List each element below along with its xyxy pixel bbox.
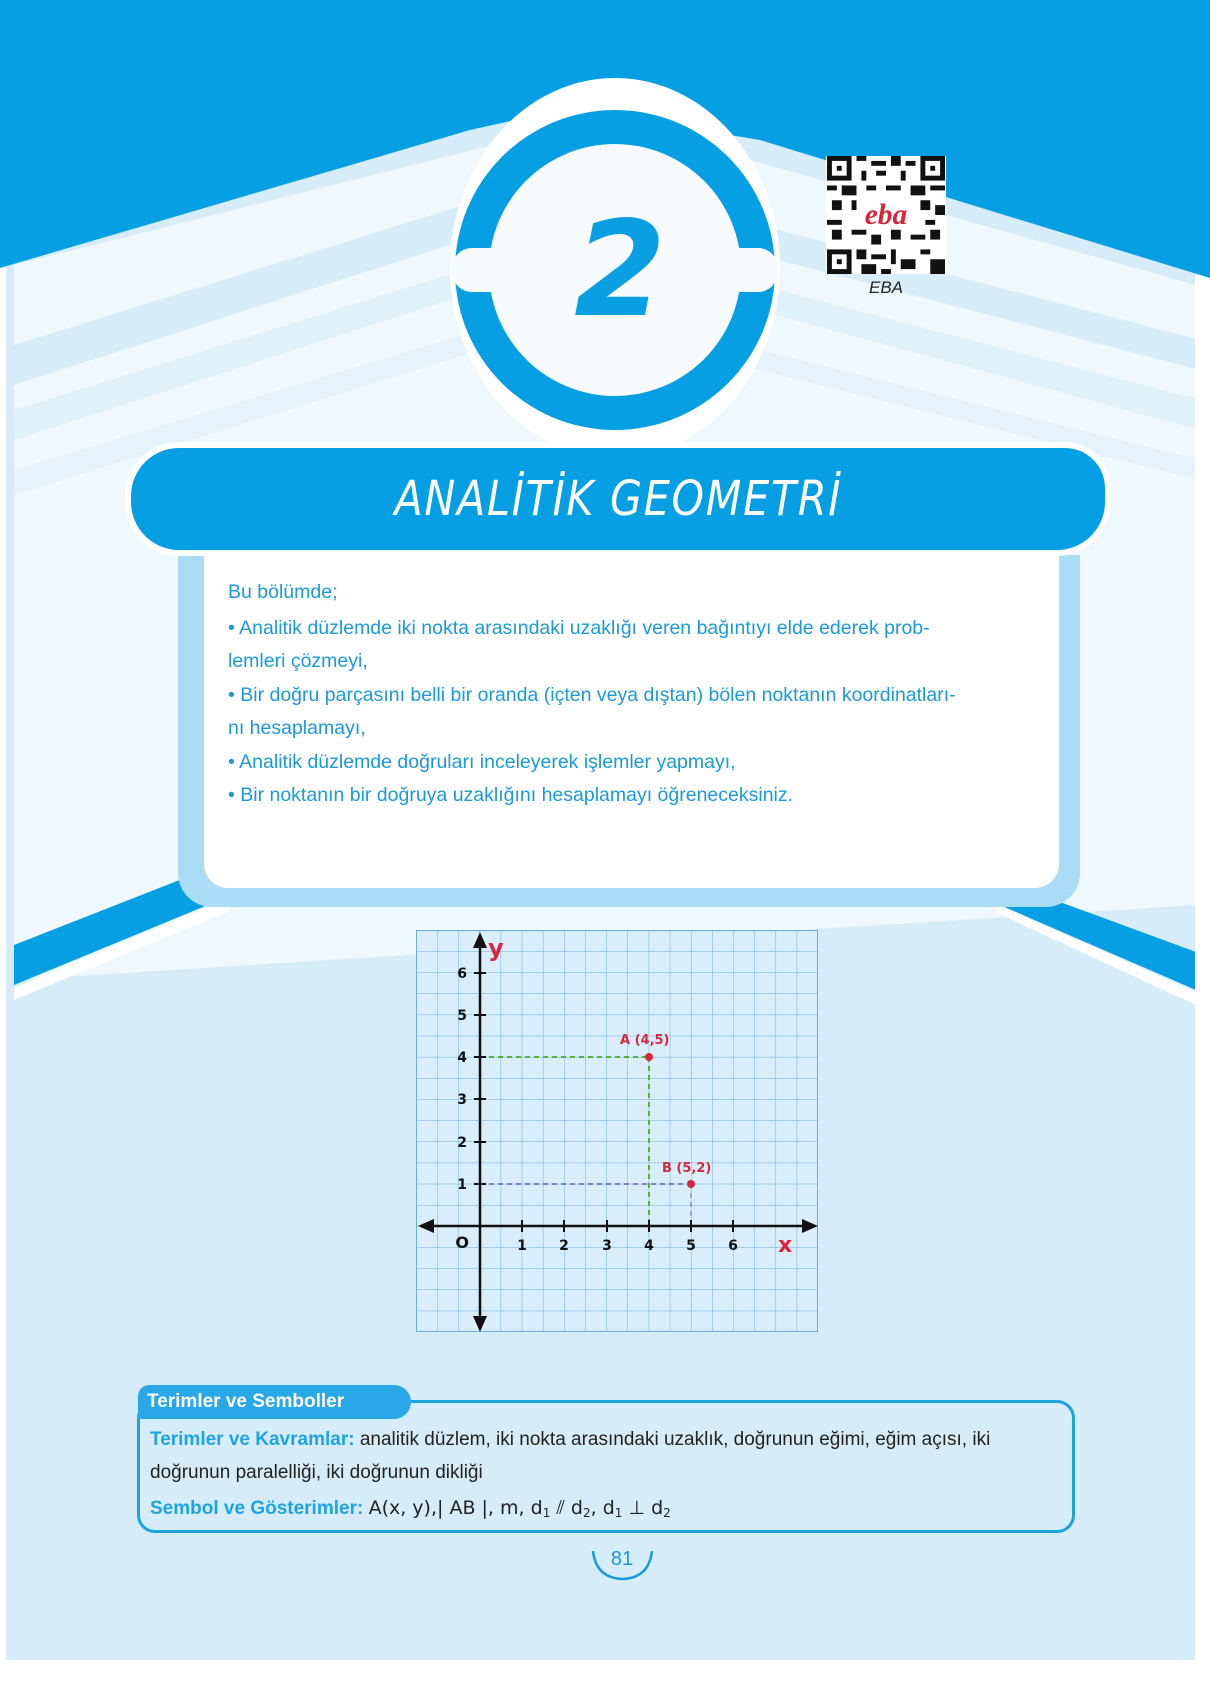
point-a-label: A (4,5) (620, 1033, 670, 1048)
intro-text (228, 576, 1048, 813)
svg-text:1: 1 (457, 1177, 467, 1193)
coordinate-plane-figure (416, 930, 818, 1332)
chapter-title-bar (131, 448, 1105, 550)
terms-concepts-key: Terimler ve Kavramlar: (150, 1429, 355, 1450)
origin-label: O (455, 1233, 469, 1252)
point-a (645, 1053, 653, 1061)
symbol-list: A(x, y),| AB |, m, $d_1$ ⫽ $d_2$, $d_1$ ⊥ $d_2$ (368, 1497, 671, 1520)
terms-concepts-text: analitik düzlem, iki nokta arasındaki uzaklık, doğrunun eğimi, eğim açısı, iki (354, 1429, 991, 1450)
intro-bullet-cont: lemleri çözmeyi, (228, 650, 368, 672)
intro-bullet: • Analitik düzlemde iki nokta arasındaki uzaklığı veren bağıntıyı elde ederek prob- (228, 616, 930, 639)
terms-concepts-text-cont: doğrunun paralelliği, iki doğrunun dikliği (150, 1462, 483, 1483)
intro-bullet: • Bir noktanın bir doğruya uzaklığını hesaplamayı öğreneceksiniz. (228, 784, 794, 806)
terms-concepts-line2 (150, 1457, 483, 1489)
qr-code-icon (826, 156, 946, 274)
intro-bullet-cont: nı hesaplamayı, (228, 717, 366, 739)
qr-code[interactable] (826, 156, 946, 274)
intro-bullet: • Bir doğru parçasını belli bir oranda (içten veya dıştan) bölen noktanın koordinatları- (228, 683, 956, 706)
svg-text:5: 5 (457, 1008, 467, 1024)
svg-text:eba: eba (864, 198, 908, 231)
svg-text:2: 2 (559, 1238, 569, 1254)
point-b-label: B (5,2) (662, 1161, 712, 1176)
terms-symbols-line (150, 1492, 671, 1529)
svg-text:2: 2 (457, 1135, 467, 1151)
qr-label: EBA (868, 278, 904, 297)
intro-lead: Bu bölümde; (228, 581, 338, 603)
terms-tab: Terimler ve Semboller (138, 1385, 411, 1419)
terms-symbols-key: Sembol ve Gösterimler: (150, 1498, 364, 1519)
svg-text:4: 4 (457, 1050, 467, 1066)
svg-text:6: 6 (457, 966, 467, 982)
chapter-title: ANALİTİK GEOMETRİ (394, 471, 842, 527)
svg-text:5: 5 (686, 1238, 696, 1254)
svg-text:4: 4 (644, 1238, 654, 1254)
svg-text:6: 6 (728, 1238, 738, 1254)
y-axis-label: y (488, 934, 504, 962)
svg-text:3: 3 (602, 1238, 612, 1254)
intro-bullet: • Analitik düzlemde doğruları inceleyerek işlemler yapmayı, (228, 750, 736, 773)
page-number: 81 (610, 1548, 634, 1570)
svg-text:3: 3 (457, 1092, 467, 1108)
terms-concepts-line1 (150, 1424, 990, 1456)
chapter-number: 2 (574, 193, 666, 347)
point-b (687, 1180, 695, 1188)
x-axis-label: x (778, 1233, 793, 1258)
svg-text:1: 1 (517, 1238, 527, 1254)
